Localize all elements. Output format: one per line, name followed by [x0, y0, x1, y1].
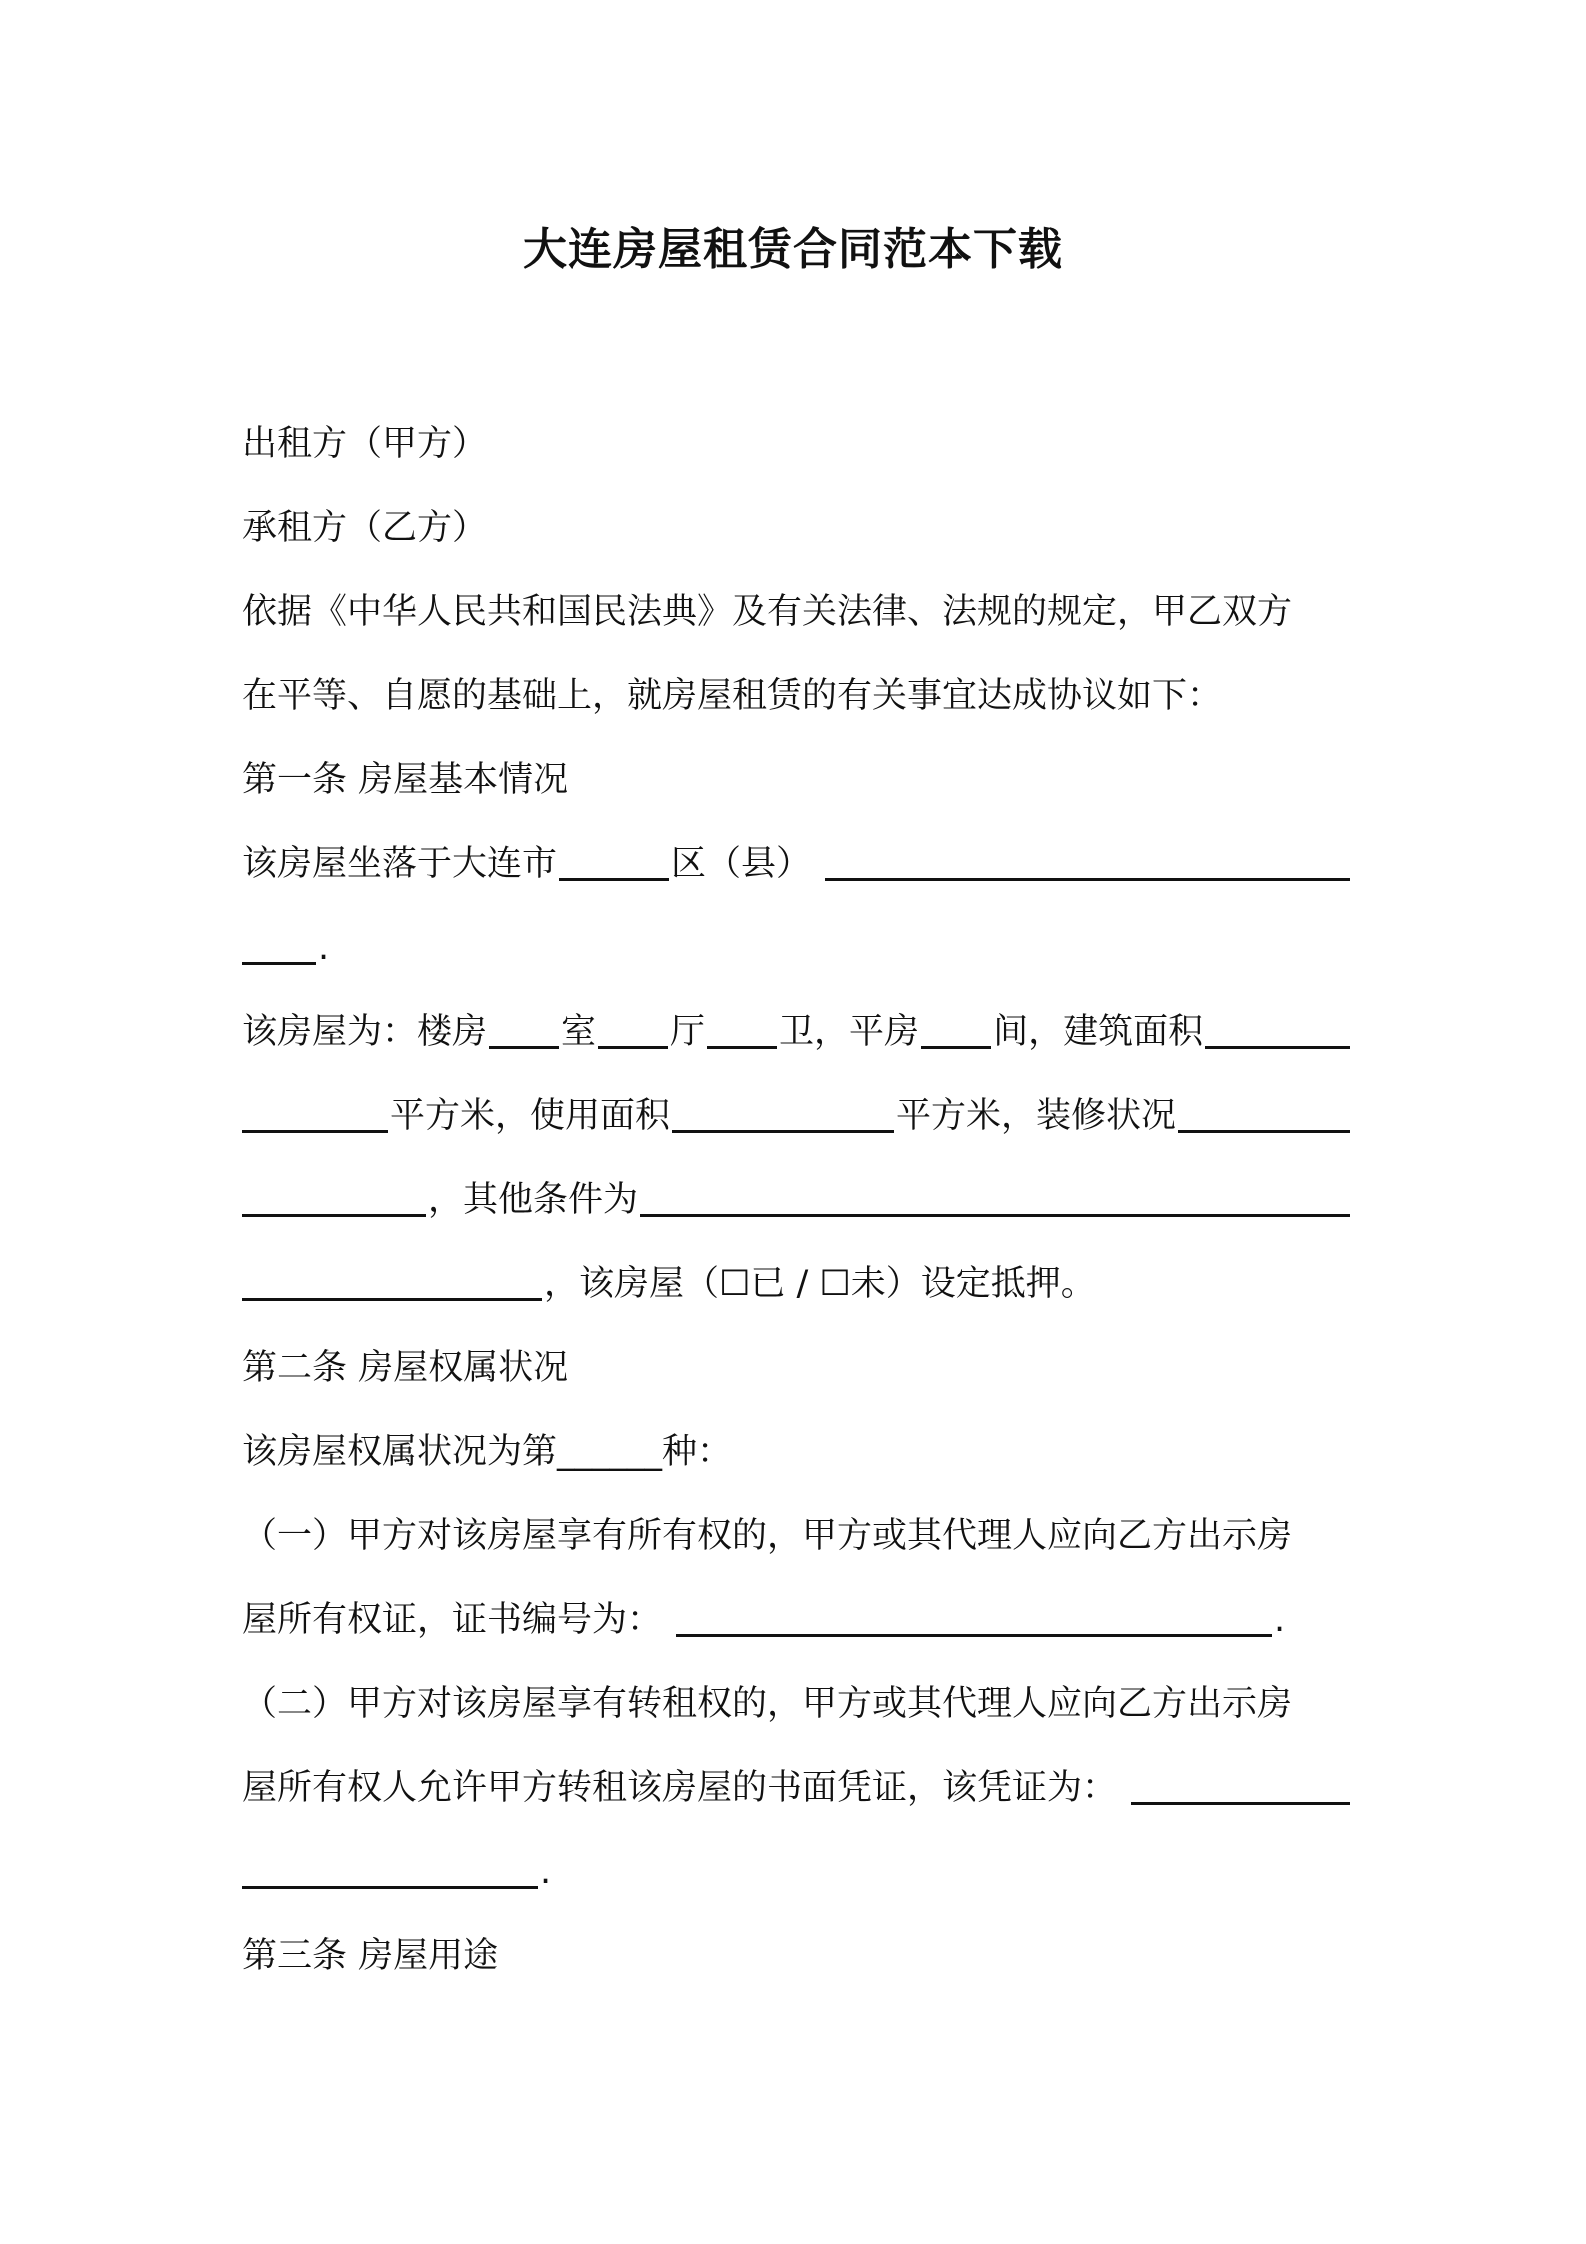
item-1-line-2: [242, 1578, 1352, 1662]
intro-line-1: [242, 570, 1352, 654]
item-1-end: .: [1274, 1600, 1286, 1640]
rooms-label: 室: [561, 1012, 597, 1052]
article-3-heading: [242, 1914, 1352, 1998]
decoration-blank: [1178, 1100, 1350, 1133]
halls-label: 厅: [670, 1012, 706, 1052]
lessee-line: [242, 486, 1352, 570]
intro-line-2: [242, 654, 1352, 738]
conditions-label: ，其他条件为: [428, 1180, 639, 1220]
decoration-label: 平方米，装修状况: [896, 1096, 1177, 1136]
address-blank-continued: [242, 932, 316, 965]
usable-area-blank: [672, 1100, 894, 1133]
lessor-line: [242, 402, 1352, 486]
location-line-2: [242, 906, 1352, 990]
intro-text-2: 在平等、自愿的基础上，就房屋租赁的有关事宜达成协议如下：: [242, 676, 1223, 716]
address-blank: [825, 848, 1350, 881]
item-2-line-1: [242, 1662, 1352, 1746]
baths-blank: [707, 1016, 777, 1049]
document-body: [242, 402, 1352, 1998]
item-2-end: .: [540, 1852, 552, 1892]
document-title: 大连房屋租赁合同范本下载: [523, 224, 1063, 275]
baths-label: 卫，平房: [779, 1012, 920, 1052]
bungalow-label: 间，建筑面积: [993, 1012, 1204, 1052]
conditions-line: [242, 1158, 1352, 1242]
article-3-title: 第三条 房屋用途: [242, 1936, 499, 1976]
voucher-blank: [1131, 1772, 1350, 1805]
conditions-blank: [640, 1184, 1350, 1217]
item-2-text-1: （二）甲方对该房屋享有转租权的，甲方或其代理人应向乙方出示房: [242, 1684, 1293, 1724]
decoration-blank-continued: [242, 1184, 426, 1217]
article-2-title: 第二条 房屋权属状况: [242, 1348, 569, 1388]
district-blank: [559, 848, 669, 881]
house-type-line: [242, 990, 1352, 1074]
bungalow-blank: [921, 1016, 991, 1049]
house-type-label: 该房屋为：楼房: [242, 1012, 488, 1052]
article-2-heading: [242, 1326, 1352, 1410]
usable-area-label: 平方米，使用面积: [390, 1096, 671, 1136]
location-label: 该房屋坐落于大连市: [242, 844, 558, 884]
item-2-text-2: 屋所有权人允许甲方转租该房屋的书面凭证，该凭证为：: [242, 1768, 1118, 1808]
area-line: [242, 1074, 1352, 1158]
item-1-text-1: （一）甲方对该房屋享有所有权的，甲方或其代理人应向乙方出示房: [242, 1516, 1293, 1556]
item-1-text-2: 屋所有权证，证书编号为：: [242, 1600, 663, 1640]
halls-blank: [598, 1016, 668, 1049]
article-1-heading: [242, 738, 1352, 822]
certificate-number-blank: [676, 1604, 1272, 1637]
district-label: 区（县）: [671, 844, 812, 884]
conditions-blank-continued: [242, 1268, 542, 1301]
rooms-blank: [489, 1016, 559, 1049]
mortgage-label: ，该房屋（☐已 / ☐未）设定抵押。: [544, 1264, 1096, 1304]
intro-text-1: 依据《中华人民共和国民法典》及有关法律、法规的规定，甲乙双方: [242, 592, 1293, 632]
lessor-label: 出租方（甲方）: [242, 424, 488, 464]
item-2-line-3: [242, 1830, 1352, 1914]
voucher-blank-continued: [242, 1856, 538, 1889]
location-end: .: [318, 928, 330, 968]
mortgage-line: [242, 1242, 1352, 1326]
article-1-title: 第一条 房屋基本情况: [242, 760, 569, 800]
item-2-line-2: [242, 1746, 1352, 1830]
item-1-line-1: [242, 1494, 1352, 1578]
building-area-blank: [1205, 1016, 1350, 1049]
lessee-label: 承租方（乙方）: [242, 508, 488, 548]
building-area-blank-continued: [242, 1100, 388, 1133]
location-line: [242, 822, 1352, 906]
ownership-status-line: [242, 1410, 1352, 1494]
ownership-status-text: 该房屋权属状况为第______种：: [242, 1432, 733, 1472]
